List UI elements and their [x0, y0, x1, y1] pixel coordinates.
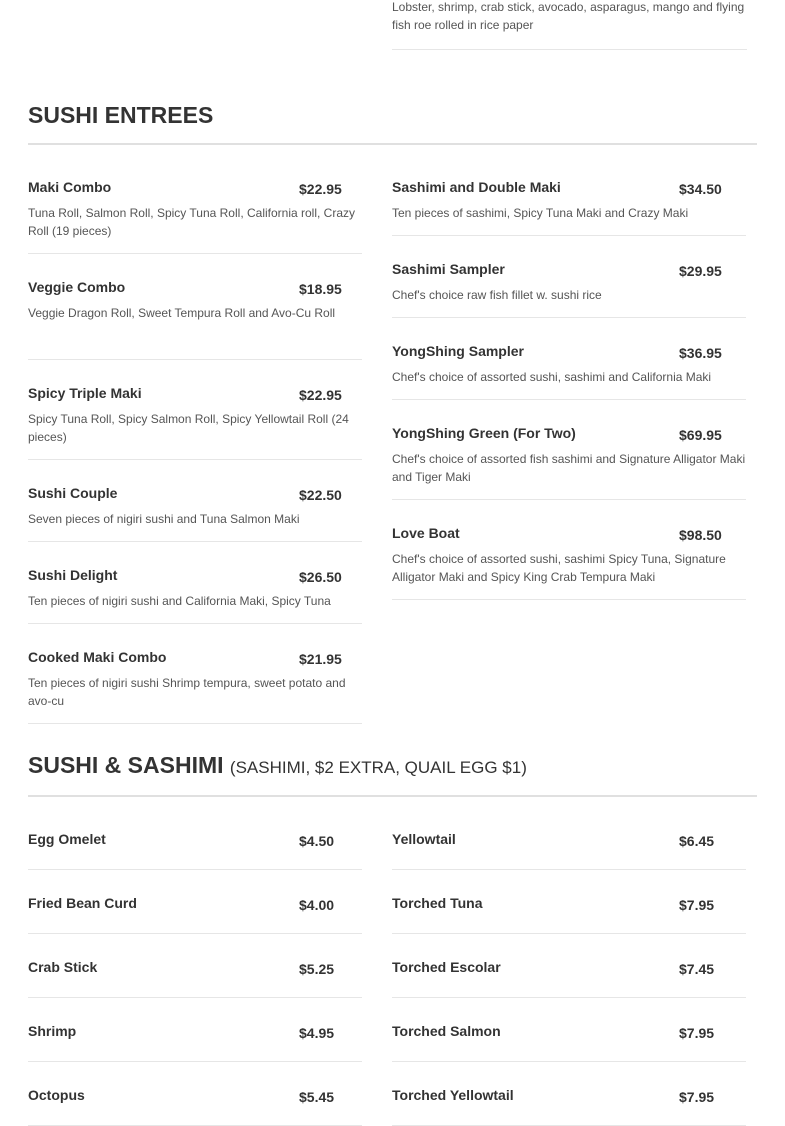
menu-item: [392, 830, 746, 870]
menu-item: [28, 1086, 362, 1126]
item-price: $7.95: [679, 1025, 715, 1041]
item-description: Ten pieces of sashimi, Spicy Tuna Maki and Crazy Maki: [392, 206, 689, 220]
menu-item: [28, 958, 362, 998]
menu-item: [392, 178, 746, 236]
menu-item: [28, 484, 362, 542]
item-name: Fried Bean Curd: [28, 895, 137, 911]
menu-item: [392, 260, 746, 318]
item-price: $7.45: [679, 961, 715, 977]
menu-item-description: Lobster, shrimp, crab stick, avocado, asparagus, mango and flying fish roe rolled in rice paper: [392, 0, 745, 32]
menu-item: [392, 958, 746, 998]
item-price: $5.45: [299, 1089, 335, 1105]
menu-item: [392, 342, 746, 400]
menu-item: [28, 830, 362, 870]
item-price: $18.95: [299, 281, 342, 297]
item-price: $29.95: [679, 263, 722, 279]
item-price: $34.50: [679, 181, 722, 197]
item-description: Veggie Dragon Roll, Sweet Tempura Roll and Avo-Cu Roll: [28, 306, 336, 320]
item-price: $22.50: [299, 487, 342, 503]
menu-item: [392, 424, 746, 500]
item-price: $98.50: [679, 527, 722, 543]
section-divider: [28, 143, 757, 145]
divider: [392, 49, 747, 50]
item-name: Egg Omelet: [28, 831, 106, 847]
menu-item: [392, 1086, 746, 1126]
item-name: YongShing Sampler: [392, 343, 524, 359]
menu-item: [392, 524, 746, 600]
sashimi-right-column: [392, 830, 746, 1126]
item-name: Cooked Maki Combo: [28, 649, 167, 665]
item-name: Sashimi Sampler: [392, 261, 505, 277]
menu-item: [28, 1022, 362, 1062]
item-name: Sashimi and Double Maki: [392, 179, 561, 195]
item-description: Chef's choice of assorted sushi, sashimi Spicy Tuna, Signature Alligator Maki and Spicy King Crab Tempura Maki: [392, 552, 726, 584]
section-title-text: SUSHI ENTREES: [28, 102, 214, 128]
item-description: Chef's choice raw fish fillet w. sushi rice: [392, 288, 602, 302]
menu-item: [392, 894, 746, 934]
menu-item: [28, 566, 362, 624]
item-name: Sushi Couple: [28, 485, 118, 501]
item-description: Ten pieces of nigiri sushi and California Maki, Spicy Tuna: [28, 594, 331, 608]
section-title-text: SUSHI & SASHIMI: [28, 752, 224, 778]
entrees-right-column: [392, 178, 746, 600]
item-price: $22.95: [299, 387, 342, 403]
item-description: Spicy Tuna Roll, Spicy Salmon Roll, Spicy Yellowtail Roll (24 pieces): [28, 412, 349, 444]
item-name: YongShing Green (For Two): [392, 425, 576, 441]
item-name: Shrimp: [28, 1023, 77, 1039]
section-divider: [28, 795, 757, 797]
menu-item: [28, 648, 362, 724]
item-name: Yellowtail: [392, 831, 456, 847]
item-description: Chef's choice of assorted fish sashimi and Signature Alligator Maki and Tiger Maki: [392, 452, 746, 484]
item-name: Torched Escolar: [392, 959, 501, 975]
section-title: [28, 751, 757, 782]
item-name: Torched Salmon: [392, 1023, 501, 1039]
item-name: Veggie Combo: [28, 279, 126, 295]
menu-item: [28, 384, 362, 460]
section-title: [28, 101, 757, 129]
section-sushi-entrees: [28, 101, 757, 129]
item-name: Sushi Delight: [28, 567, 118, 583]
section-note: (SASHIMI, $2 EXTRA, QUAIL EGG $1): [229, 758, 527, 777]
item-price: $5.25: [299, 961, 335, 977]
item-name: Torched Yellowtail: [392, 1087, 514, 1103]
item-price: $26.50: [299, 569, 342, 585]
entrees-left-column: [28, 178, 362, 724]
item-price: $36.95: [679, 345, 722, 361]
item-description: Chef's choice of assorted sushi, sashimi and California Maki: [392, 370, 712, 384]
item-name: Crab Stick: [28, 959, 98, 975]
item-description: Ten pieces of nigiri sushi Shrimp tempura, sweet potato and avo-cu: [28, 676, 346, 708]
menu-item: [392, 1022, 746, 1062]
item-price: $4.50: [299, 833, 335, 849]
item-name: Love Boat: [392, 525, 460, 541]
menu-item: [28, 278, 362, 360]
item-price: $4.00: [299, 897, 335, 913]
section-sushi-sashimi: [28, 751, 757, 782]
item-description: Tuna Roll, Salmon Roll, Spicy Tuna Roll, California roll, Crazy Roll (19 pieces): [28, 206, 356, 238]
item-price: $69.95: [679, 427, 722, 443]
item-price: $7.95: [679, 1089, 715, 1105]
sashimi-left-column: [28, 830, 362, 1126]
menu-item: [28, 178, 362, 254]
item-price: $4.95: [299, 1025, 335, 1041]
item-name: Maki Combo: [28, 179, 112, 195]
item-price: $22.95: [299, 181, 342, 197]
item-description: Seven pieces of nigiri sushi and Tuna Salmon Maki: [28, 512, 300, 526]
menu-item: [28, 894, 362, 934]
item-name: Octopus: [28, 1087, 85, 1103]
item-price: $7.95: [679, 897, 715, 913]
item-name: Torched Tuna: [392, 895, 483, 911]
item-price: $21.95: [299, 651, 342, 667]
item-price: $6.45: [679, 833, 715, 849]
item-name: Spicy Triple Maki: [28, 385, 142, 401]
